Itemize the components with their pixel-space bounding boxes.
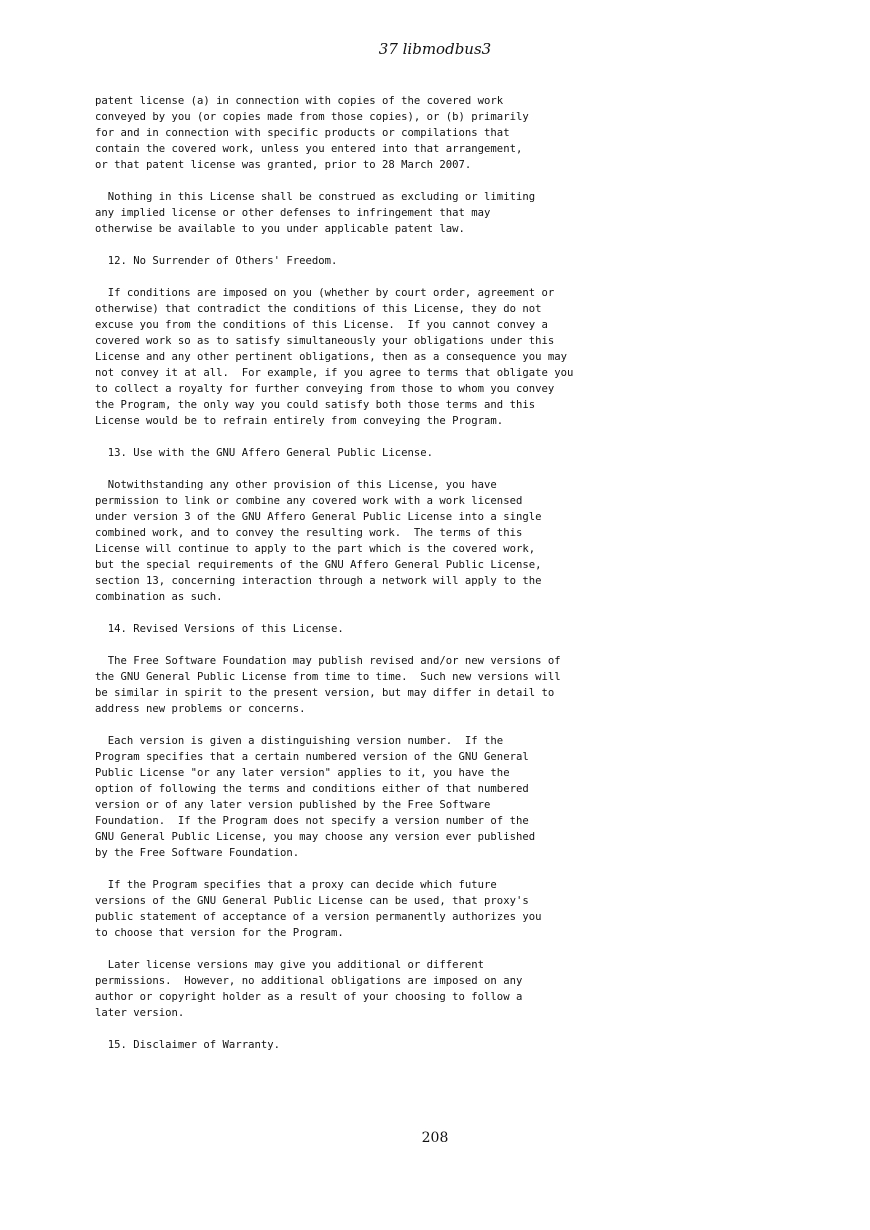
text-line: option of following the terms and conditions either of that numbered [95,783,529,795]
text-line: GNU General Public License, you may choose any version ever published [95,831,536,843]
text-line: Foundation. If the Program does not specify a version number of the [95,815,529,827]
text-line: be similar in spirit to the present version, but may differ in detail to [95,687,555,699]
text-line: 15. Disclaimer of Warranty. [95,1039,280,1051]
text-line: version or of any later version published by the Free Software [95,799,491,811]
text-line: under version 3 of the GNU Affero General Public License into a single [95,511,542,523]
text-line: Notwithstanding any other provision of this License, you have [95,479,497,491]
text-line: but the special requirements of the GNU Affero General Public License, [95,559,542,571]
text-line: excuse you from the conditions of this License. If you cannot convey a [95,319,548,331]
text-line: The Free Software Foundation may publish revised and/or new versions of [95,655,561,667]
running-header: 37 libmodbus3 [378,40,492,58]
text-line: the Program, the only way you could satisfy both those terms and this [95,399,536,411]
paragraph [95,285,795,429]
text-line: public statement of acceptance of a version permanently authorizes you [95,911,542,923]
text-line: later version. [95,1007,185,1019]
text-line: to choose that version for the Program. [95,927,344,939]
text-line: otherwise) that contradict the conditions of this License, they do not [95,303,542,315]
text-line: permissions. However, no additional obligations are imposed on any [95,975,523,987]
paragraph [95,653,795,717]
paragraph [95,189,795,237]
text-line: otherwise be available to you under applicable patent law. [95,223,465,235]
paragraph [95,957,795,1021]
section-heading [95,253,795,269]
text-line: versions of the GNU General Public License can be used, that proxy's [95,895,529,907]
text-line: or that patent license was granted, prior to 28 March 2007. [95,159,472,171]
text-line: for and in connection with specific products or compilations that [95,127,510,139]
text-line: Nothing in this License shall be construed as excluding or limiting [95,191,536,203]
text-line: to collect a royalty for further conveying from those to whom you convey [95,383,555,395]
paragraph [95,877,795,941]
text-line: the GNU General Public License from time to time. Such new versions will [95,671,561,683]
text-line: Program specifies that a certain numbered version of the GNU General [95,751,529,763]
paragraph [95,733,795,861]
section-heading [95,621,795,637]
text-line: Each version is given a distinguishing version number. If the [95,735,504,747]
text-line: contain the covered work, unless you entered into that arrangement, [95,143,523,155]
text-line: combined work, and to convey the resulting work. The terms of this [95,527,523,539]
text-line: any implied license or other defenses to infringement that may [95,207,491,219]
text-line: 13. Use with the GNU Affero General Public License. [95,447,434,459]
text-line: address new problems or concerns. [95,703,306,715]
text-line: 12. No Surrender of Others' Freedom. [95,255,338,267]
text-line: If the Program specifies that a proxy can decide which future [95,879,497,891]
text-line: 14. Revised Versions of this License. [95,623,344,635]
text-line: License would be to refrain entirely from conveying the Program. [95,415,504,427]
text-line: section 13, concerning interaction through a network will apply to the [95,575,542,587]
text-line: author or copyright holder as a result of your choosing to follow a [95,991,523,1003]
text-line: not convey it at all. For example, if you agree to terms that obligate you [95,367,574,379]
text-line: patent license (a) in connection with copies of the covered work [95,95,504,107]
text-line: conveyed by you (or copies made from those copies), or (b) primarily [95,111,529,123]
paragraph [95,93,795,173]
text-line: License and any other pertinent obligations, then as a consequence you may [95,351,567,363]
text-line: If conditions are imposed on you (whether by court order, agreement or [95,287,555,299]
text-line: by the Free Software Foundation. [95,847,300,859]
license-text-body [95,93,795,1069]
text-line: Later license versions may give you additional or different [95,959,485,971]
section-heading [95,1037,795,1053]
text-line: covered work so as to satisfy simultaneously your obligations under this [95,335,555,347]
text-line: License will continue to apply to the part which is the covered work, [95,543,536,555]
text-line: Public License "or any later version" applies to it, you have the [95,767,510,779]
section-heading [95,445,795,461]
paragraph [95,477,795,605]
text-line: combination as such. [95,591,223,603]
text-line: permission to link or combine any covered work with a work licensed [95,495,523,507]
page-number: 208 [421,1130,449,1146]
